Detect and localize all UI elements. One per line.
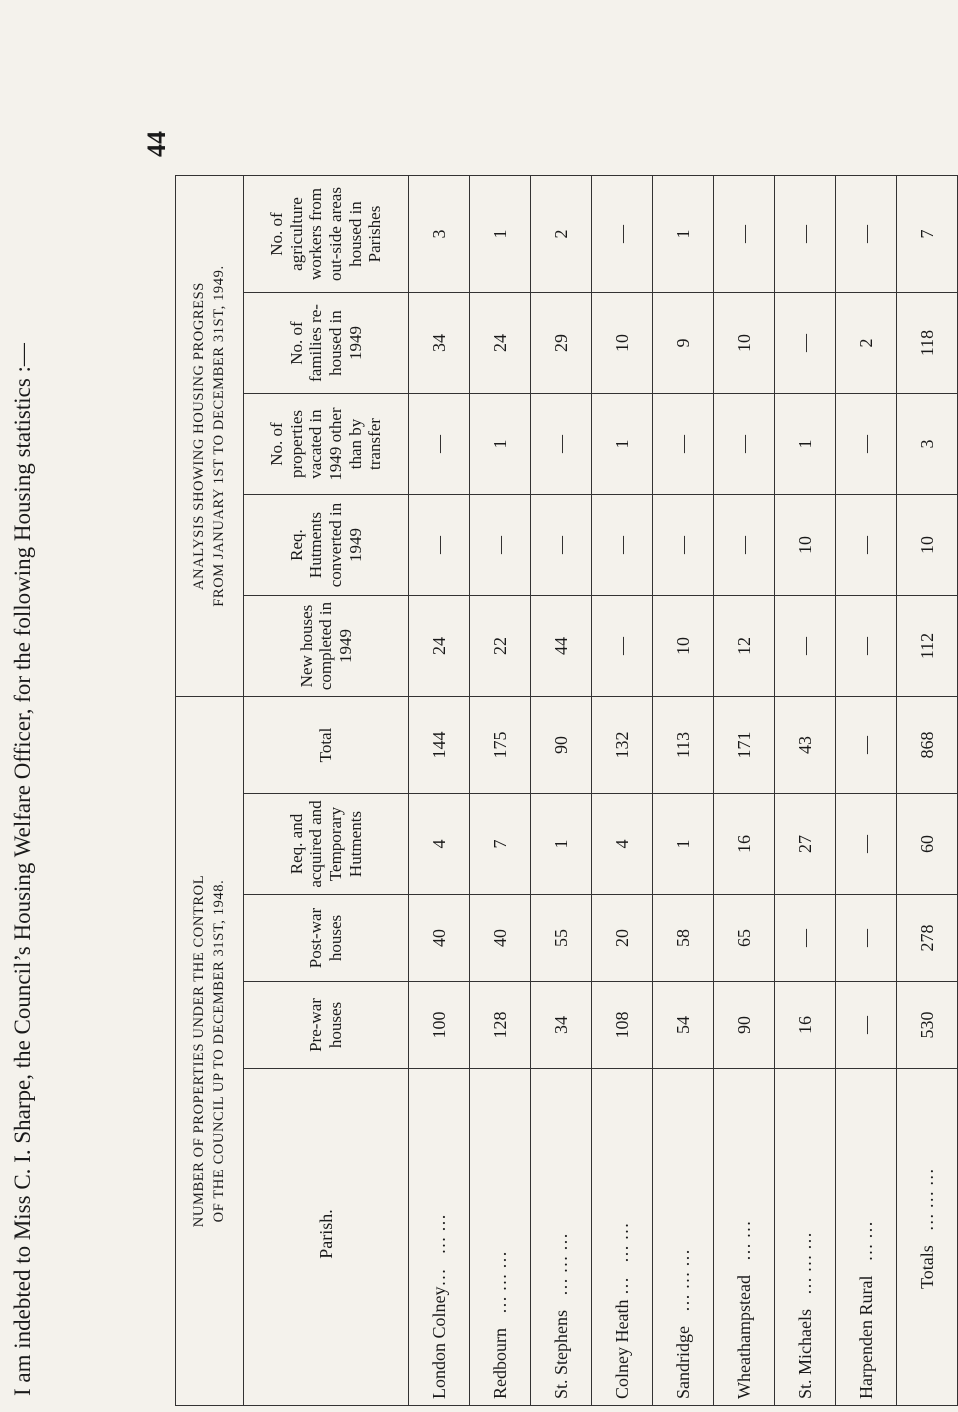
header-prewar: Pre-war houses: [244, 982, 409, 1069]
req-cell: 16: [714, 794, 775, 895]
section-right-line1: ANALYSIS SHOWING HOUSING PROGRESS: [190, 282, 207, 590]
postwar-cell: 40: [470, 895, 531, 982]
table-row: [775, 176, 836, 1406]
req-cell: 27: [775, 794, 836, 895]
total-cell: 43: [775, 697, 836, 794]
hutments-cell: 10: [775, 495, 836, 596]
agri-cell: 7: [897, 176, 958, 293]
leader-dots: … … …: [916, 1168, 937, 1232]
vacated-cell: 1: [775, 394, 836, 495]
new-cell: 10: [653, 596, 714, 697]
families-cell: 10: [714, 293, 775, 394]
postwar-cell: 278: [897, 895, 958, 982]
parish-name: Colney Heath …: [611, 1277, 632, 1399]
totals-row: [897, 176, 958, 1406]
total-cell: 868: [897, 697, 958, 794]
postwar-cell: 65: [714, 895, 775, 982]
postwar-cell: 55: [531, 895, 592, 982]
parish-name: Redbourn: [489, 1328, 510, 1399]
prewar-cell: —: [836, 982, 897, 1069]
postwar-cell: 58: [653, 895, 714, 982]
parish-cell: [836, 1069, 897, 1406]
header-total: Total: [244, 697, 409, 794]
parish-cell: [897, 1069, 958, 1406]
leader-dots: … … …: [794, 1232, 815, 1295]
parish-name: Totals: [916, 1245, 937, 1289]
parish-cell: [592, 1069, 653, 1406]
prewar-cell: 54: [653, 982, 714, 1069]
new-cell: 24: [409, 596, 470, 697]
table-row: [409, 176, 470, 1406]
header-families: No. of families re-housed in 1949: [244, 293, 409, 394]
prewar-cell: 34: [531, 982, 592, 1069]
req-cell: 60: [897, 794, 958, 895]
prewar-cell: 530: [897, 982, 958, 1069]
postwar-cell: —: [775, 895, 836, 982]
families-cell: 10: [592, 293, 653, 394]
intro-text: I am indebted to Miss C. I. Sharpe, the Council’s Housing Welfare Officer, for the following Housing statistics :—: [10, 343, 35, 1396]
families-cell: 29: [531, 293, 592, 394]
table-row: [531, 176, 592, 1406]
hutments-cell: —: [653, 495, 714, 596]
header-vacated: No. of properties vacated in 1949 other than by transfer: [244, 394, 409, 495]
prewar-cell: 128: [470, 982, 531, 1069]
req-cell: 4: [409, 794, 470, 895]
families-cell: 34: [409, 293, 470, 394]
section-heading-left: [176, 697, 244, 1406]
agri-cell: —: [592, 176, 653, 293]
parish-name: St. Michaels: [794, 1309, 815, 1399]
parish-name: Wheathampstead: [733, 1275, 754, 1399]
parish-name: London Colney…: [428, 1268, 449, 1399]
header-hutments: Req. Hutments converted in 1949: [244, 495, 409, 596]
total-cell: 113: [653, 697, 714, 794]
families-cell: 24: [470, 293, 531, 394]
families-cell: —: [775, 293, 836, 394]
parish-cell: [409, 1069, 470, 1406]
table-row: [714, 176, 775, 1406]
families-cell: 9: [653, 293, 714, 394]
vacated-cell: 1: [470, 394, 531, 495]
parish-cell: [531, 1069, 592, 1406]
leader-dots: … …: [428, 1214, 449, 1255]
new-cell: —: [836, 596, 897, 697]
prewar-cell: 16: [775, 982, 836, 1069]
table-row: [470, 176, 531, 1406]
section-left-line2: OF THE COUNCIL UP TO DECEMBER 31ST, 1948.: [210, 879, 227, 1223]
hutments-cell: —: [409, 495, 470, 596]
table-row: [836, 176, 897, 1406]
table-row: [592, 176, 653, 1406]
leader-dots: … … …: [489, 1251, 510, 1314]
parish-name: Harpenden Rural: [855, 1275, 876, 1399]
leader-dots: … …: [611, 1222, 632, 1264]
postwar-cell: 40: [409, 895, 470, 982]
section-right-line2: FROM JANUARY 1ST TO DECEMBER 31ST, 1949.: [210, 265, 227, 607]
prewar-cell: 100: [409, 982, 470, 1069]
parish-cell: [470, 1069, 531, 1406]
parish-name: Sandridge: [672, 1326, 693, 1399]
vacated-cell: 1: [592, 394, 653, 495]
hutments-cell: —: [836, 495, 897, 596]
agri-cell: 3: [409, 176, 470, 293]
leader-dots: … … …: [672, 1249, 693, 1313]
parish-cell: [653, 1069, 714, 1406]
prewar-cell: 90: [714, 982, 775, 1069]
table-row: [653, 176, 714, 1406]
postwar-cell: —: [836, 895, 897, 982]
hutments-cell: 10: [897, 495, 958, 596]
vacated-cell: —: [714, 394, 775, 495]
postwar-cell: 20: [592, 895, 653, 982]
total-cell: 175: [470, 697, 531, 794]
header-postwar: Post-war houses: [244, 895, 409, 982]
table-body: [409, 176, 958, 1406]
total-cell: 171: [714, 697, 775, 794]
new-cell: —: [592, 596, 653, 697]
agri-cell: —: [714, 176, 775, 293]
leader-dots: … …: [733, 1220, 754, 1262]
parish-cell: [775, 1069, 836, 1406]
families-cell: 118: [897, 293, 958, 394]
housing-table: [175, 175, 958, 1406]
agri-cell: 1: [470, 176, 531, 293]
hutments-cell: —: [470, 495, 531, 596]
req-cell: 1: [653, 794, 714, 895]
section-left-line1: NUMBER OF PROPERTIES UNDER THE CONTROL: [190, 874, 207, 1228]
vacated-cell: 3: [897, 394, 958, 495]
hutments-cell: —: [531, 495, 592, 596]
hutments-cell: —: [714, 495, 775, 596]
families-cell: 2: [836, 293, 897, 394]
total-cell: 132: [592, 697, 653, 794]
leader-dots: … … …: [550, 1232, 571, 1296]
hutments-cell: —: [592, 495, 653, 596]
parish-cell: [714, 1069, 775, 1406]
agri-cell: 1: [653, 176, 714, 293]
vacated-cell: —: [531, 394, 592, 495]
total-cell: 90: [531, 697, 592, 794]
new-cell: 44: [531, 596, 592, 697]
vacated-cell: —: [836, 394, 897, 495]
agri-cell: —: [775, 176, 836, 293]
agri-cell: —: [836, 176, 897, 293]
header-new: New houses completed in 1949: [244, 596, 409, 697]
req-cell: 1: [531, 794, 592, 895]
new-cell: —: [775, 596, 836, 697]
header-req: Req. and acquired and Temporary Hutments: [244, 794, 409, 895]
prewar-cell: 108: [592, 982, 653, 1069]
total-cell: —: [836, 697, 897, 794]
vacated-cell: —: [653, 394, 714, 495]
leader-dots: … …: [855, 1221, 876, 1262]
header-agri: No. of agriculture workers from out-side areas housed in Parishes: [244, 176, 409, 293]
new-cell: 12: [714, 596, 775, 697]
total-cell: 144: [409, 697, 470, 794]
new-cell: 22: [470, 596, 531, 697]
new-cell: 112: [897, 596, 958, 697]
req-cell: 4: [592, 794, 653, 895]
parish-name: St. Stephens: [550, 1309, 571, 1399]
section-heading-right: [176, 176, 244, 697]
agri-cell: 2: [531, 176, 592, 293]
page-number: 44: [142, 131, 171, 157]
header-parish: Parish.: [244, 1069, 409, 1406]
vacated-cell: —: [409, 394, 470, 495]
req-cell: 7: [470, 794, 531, 895]
req-cell: —: [836, 794, 897, 895]
